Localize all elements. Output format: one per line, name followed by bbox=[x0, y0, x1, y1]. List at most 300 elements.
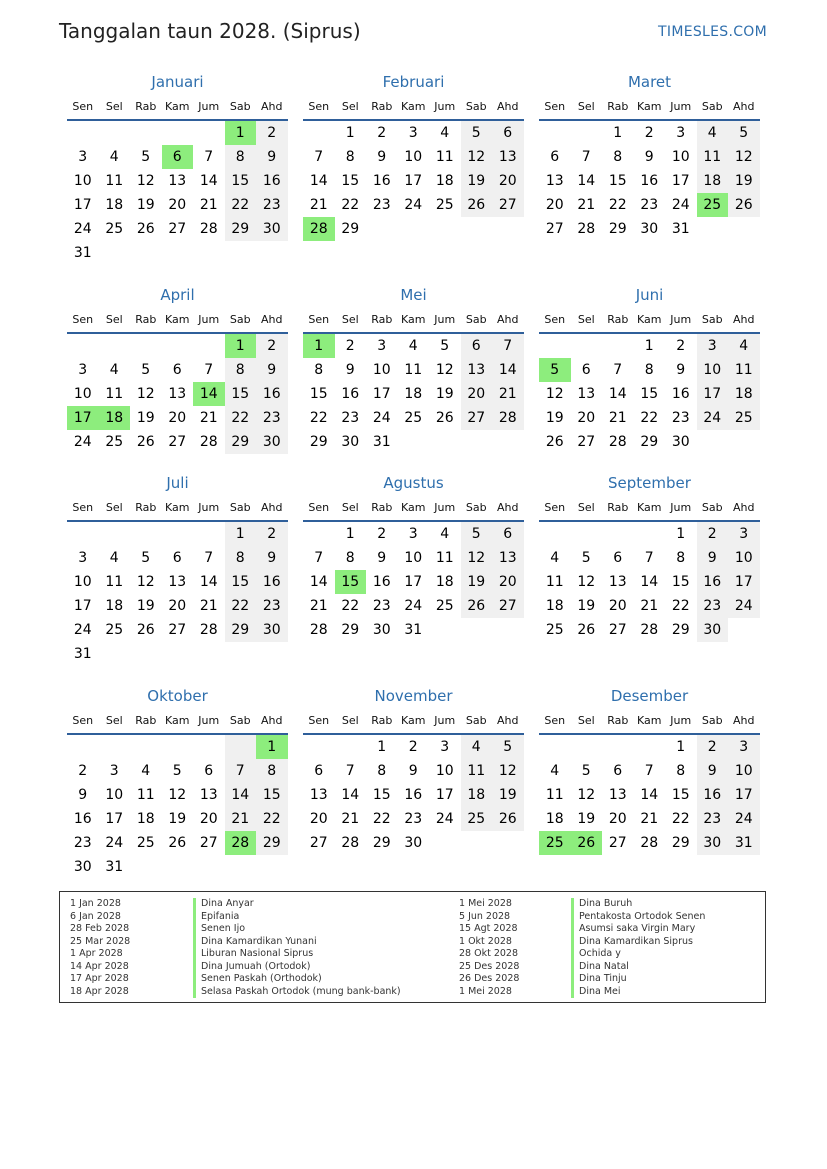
day-cell[interactable]: 27 bbox=[492, 193, 524, 217]
day-cell[interactable]: 28 bbox=[640, 835, 659, 851]
day-cell[interactable]: 28 bbox=[199, 622, 218, 638]
day-cell[interactable]: 19 bbox=[136, 598, 155, 614]
day-cell[interactable]: 6 bbox=[550, 149, 560, 165]
day-cell[interactable]: 24 bbox=[728, 807, 760, 831]
day-cell[interactable]: 8 bbox=[613, 149, 623, 165]
day-cell[interactable]: 31 bbox=[404, 622, 423, 638]
day-cell[interactable]: 7 bbox=[492, 334, 524, 358]
day-cell[interactable]: 25 bbox=[105, 434, 124, 450]
day-cell[interactable]: 9 bbox=[644, 149, 654, 165]
day-cell[interactable]: 12 bbox=[461, 546, 493, 570]
day-cell[interactable]: 5 bbox=[461, 522, 493, 546]
day-cell[interactable]: 21 bbox=[577, 197, 596, 213]
day-cell[interactable]: 1 bbox=[377, 739, 387, 755]
day-cell[interactable]: 11 bbox=[105, 574, 124, 590]
day-cell[interactable]: 23 bbox=[697, 807, 729, 831]
day-cell[interactable]: 15 bbox=[671, 574, 690, 590]
day-cell[interactable]: 16 bbox=[697, 783, 729, 807]
day-cell[interactable]: 21 bbox=[608, 410, 627, 426]
day-cell[interactable]: 30 bbox=[697, 831, 729, 855]
day-cell[interactable]: 6 bbox=[492, 121, 524, 145]
day-cell[interactable]: 28 bbox=[309, 622, 328, 638]
day-cell[interactable]: 28 bbox=[640, 622, 659, 638]
day-cell[interactable]: 27 bbox=[168, 434, 187, 450]
day-cell[interactable]: 19 bbox=[168, 811, 187, 827]
day-cell[interactable]: 16 bbox=[256, 169, 288, 193]
day-cell[interactable]: 19 bbox=[136, 410, 155, 426]
day-cell[interactable]: 13 bbox=[168, 574, 187, 590]
day-cell[interactable]: 24 bbox=[435, 811, 454, 827]
day-cell[interactable]: 5 bbox=[539, 358, 571, 382]
day-cell[interactable]: 1 bbox=[256, 735, 288, 759]
day-cell[interactable]: 22 bbox=[225, 406, 257, 430]
day-cell[interactable]: 20 bbox=[309, 811, 328, 827]
day-cell[interactable]: 12 bbox=[577, 574, 596, 590]
day-cell[interactable]: 14 bbox=[341, 787, 360, 803]
day-cell[interactable]: 29 bbox=[341, 221, 360, 237]
day-cell[interactable]: 3 bbox=[728, 522, 760, 546]
day-cell[interactable]: 12 bbox=[461, 145, 493, 169]
day-cell[interactable]: 3 bbox=[78, 550, 88, 566]
day-cell[interactable]: 8 bbox=[345, 149, 355, 165]
day-cell[interactable]: 14 bbox=[309, 574, 328, 590]
day-cell[interactable]: 26 bbox=[168, 835, 187, 851]
day-cell[interactable]: 26 bbox=[136, 434, 155, 450]
day-cell[interactable]: 25 bbox=[435, 598, 454, 614]
day-cell[interactable]: 29 bbox=[341, 622, 360, 638]
day-cell[interactable]: 9 bbox=[697, 546, 729, 570]
day-cell[interactable]: 16 bbox=[341, 386, 360, 402]
day-cell[interactable]: 16 bbox=[404, 787, 423, 803]
day-cell[interactable]: 25 bbox=[105, 221, 124, 237]
day-cell[interactable]: 30 bbox=[640, 221, 659, 237]
day-cell[interactable]: 17 bbox=[728, 783, 760, 807]
day-cell[interactable]: 29 bbox=[225, 430, 257, 454]
day-cell[interactable]: 15 bbox=[225, 169, 257, 193]
day-cell[interactable]: 7 bbox=[225, 759, 257, 783]
day-cell[interactable]: 19 bbox=[492, 783, 524, 807]
day-cell[interactable]: 2 bbox=[256, 334, 288, 358]
day-cell[interactable]: 23 bbox=[372, 197, 391, 213]
day-cell[interactable]: 17 bbox=[73, 197, 92, 213]
day-cell[interactable]: 18 bbox=[728, 382, 760, 406]
day-cell[interactable]: 8 bbox=[225, 546, 257, 570]
day-cell[interactable]: 28 bbox=[199, 221, 218, 237]
day-cell[interactable]: 30 bbox=[671, 434, 690, 450]
day-cell[interactable]: 3 bbox=[676, 125, 686, 141]
day-cell[interactable]: 31 bbox=[728, 831, 760, 855]
day-cell[interactable]: 5 bbox=[461, 121, 493, 145]
day-cell[interactable]: 6 bbox=[162, 145, 194, 169]
day-cell[interactable]: 10 bbox=[73, 173, 92, 189]
day-cell[interactable]: 20 bbox=[199, 811, 218, 827]
day-cell[interactable]: 23 bbox=[256, 406, 288, 430]
day-cell[interactable]: 12 bbox=[435, 362, 454, 378]
day-cell[interactable]: 30 bbox=[256, 430, 288, 454]
day-cell[interactable]: 25 bbox=[728, 406, 760, 430]
day-cell[interactable]: 7 bbox=[204, 149, 214, 165]
day-cell[interactable]: 27 bbox=[608, 622, 627, 638]
day-cell[interactable]: 27 bbox=[608, 835, 627, 851]
day-cell[interactable]: 14 bbox=[199, 173, 218, 189]
day-cell[interactable]: 16 bbox=[256, 570, 288, 594]
day-cell[interactable]: 19 bbox=[577, 811, 596, 827]
day-cell[interactable]: 21 bbox=[492, 382, 524, 406]
day-cell[interactable]: 10 bbox=[728, 759, 760, 783]
day-cell[interactable]: 9 bbox=[676, 362, 686, 378]
day-cell[interactable]: 31 bbox=[73, 646, 92, 662]
day-cell[interactable]: 9 bbox=[256, 358, 288, 382]
day-cell[interactable]: 11 bbox=[435, 149, 454, 165]
day-cell[interactable]: 12 bbox=[728, 145, 760, 169]
day-cell[interactable]: 28 bbox=[608, 434, 627, 450]
day-cell[interactable]: 8 bbox=[345, 550, 355, 566]
day-cell[interactable]: 4 bbox=[440, 526, 450, 542]
day-cell[interactable]: 4 bbox=[109, 362, 119, 378]
day-cell[interactable]: 6 bbox=[581, 362, 591, 378]
day-cell[interactable]: 2 bbox=[377, 125, 387, 141]
day-cell[interactable]: 2 bbox=[408, 739, 418, 755]
day-cell[interactable]: 13 bbox=[461, 358, 493, 382]
day-cell[interactable]: 30 bbox=[697, 618, 729, 642]
day-cell[interactable]: 7 bbox=[613, 362, 623, 378]
day-cell[interactable]: 4 bbox=[728, 334, 760, 358]
day-cell[interactable]: 7 bbox=[644, 550, 654, 566]
day-cell[interactable]: 22 bbox=[341, 197, 360, 213]
day-cell[interactable]: 7 bbox=[314, 550, 324, 566]
day-cell[interactable]: 18 bbox=[697, 169, 729, 193]
day-cell[interactable]: 24 bbox=[671, 197, 690, 213]
day-cell[interactable]: 6 bbox=[314, 763, 324, 779]
day-cell[interactable]: 17 bbox=[404, 173, 423, 189]
day-cell[interactable]: 17 bbox=[372, 386, 391, 402]
day-cell[interactable]: 19 bbox=[461, 169, 493, 193]
day-cell[interactable]: 10 bbox=[73, 386, 92, 402]
day-cell[interactable]: 2 bbox=[697, 522, 729, 546]
day-cell[interactable]: 10 bbox=[435, 763, 454, 779]
day-cell[interactable]: 3 bbox=[408, 526, 418, 542]
day-cell[interactable]: 4 bbox=[461, 735, 493, 759]
day-cell[interactable]: 3 bbox=[78, 362, 88, 378]
day-cell[interactable]: 17 bbox=[671, 173, 690, 189]
day-cell[interactable]: 19 bbox=[435, 386, 454, 402]
day-cell[interactable]: 8 bbox=[225, 358, 257, 382]
day-cell[interactable]: 18 bbox=[136, 811, 155, 827]
day-cell[interactable]: 5 bbox=[141, 362, 151, 378]
day-cell[interactable]: 17 bbox=[697, 382, 729, 406]
day-cell[interactable]: 23 bbox=[671, 410, 690, 426]
day-cell[interactable]: 5 bbox=[581, 550, 591, 566]
day-cell[interactable]: 15 bbox=[640, 386, 659, 402]
day-cell[interactable]: 15 bbox=[608, 173, 627, 189]
day-cell[interactable]: 8 bbox=[377, 763, 387, 779]
day-cell[interactable]: 17 bbox=[73, 598, 92, 614]
day-cell[interactable]: 26 bbox=[461, 193, 493, 217]
day-cell[interactable]: 5 bbox=[440, 338, 450, 354]
day-cell[interactable]: 22 bbox=[671, 811, 690, 827]
day-cell[interactable]: 3 bbox=[697, 334, 729, 358]
day-cell[interactable]: 12 bbox=[492, 759, 524, 783]
day-cell[interactable]: 21 bbox=[199, 598, 218, 614]
day-cell[interactable]: 14 bbox=[608, 386, 627, 402]
day-cell[interactable]: 31 bbox=[372, 434, 391, 450]
day-cell[interactable]: 28 bbox=[492, 406, 524, 430]
day-cell[interactable]: 20 bbox=[492, 169, 524, 193]
day-cell[interactable]: 11 bbox=[728, 358, 760, 382]
day-cell[interactable]: 7 bbox=[314, 149, 324, 165]
day-cell[interactable]: 15 bbox=[225, 382, 257, 406]
day-cell[interactable]: 23 bbox=[256, 594, 288, 618]
day-cell[interactable]: 29 bbox=[640, 434, 659, 450]
day-cell[interactable]: 1 bbox=[345, 526, 355, 542]
day-cell[interactable]: 10 bbox=[697, 358, 729, 382]
day-cell[interactable]: 3 bbox=[728, 735, 760, 759]
day-cell[interactable]: 1 bbox=[225, 334, 257, 358]
day-cell[interactable]: 8 bbox=[225, 145, 257, 169]
day-cell[interactable]: 3 bbox=[440, 739, 450, 755]
day-cell[interactable]: 17 bbox=[404, 574, 423, 590]
day-cell[interactable]: 9 bbox=[377, 149, 387, 165]
day-cell[interactable]: 23 bbox=[341, 410, 360, 426]
day-cell[interactable]: 8 bbox=[676, 763, 686, 779]
day-cell[interactable]: 20 bbox=[608, 811, 627, 827]
day-cell[interactable]: 11 bbox=[105, 173, 124, 189]
day-cell[interactable]: 24 bbox=[404, 197, 423, 213]
day-cell[interactable]: 15 bbox=[335, 570, 367, 594]
day-cell[interactable]: 22 bbox=[640, 410, 659, 426]
day-cell[interactable]: 29 bbox=[671, 622, 690, 638]
day-cell[interactable]: 3 bbox=[109, 763, 119, 779]
day-cell[interactable]: 15 bbox=[225, 570, 257, 594]
day-cell[interactable]: 30 bbox=[372, 622, 391, 638]
day-cell[interactable]: 11 bbox=[697, 145, 729, 169]
day-cell[interactable]: 28 bbox=[225, 831, 257, 855]
day-cell[interactable]: 12 bbox=[545, 386, 564, 402]
day-cell[interactable]: 5 bbox=[728, 121, 760, 145]
day-cell[interactable]: 11 bbox=[136, 787, 155, 803]
day-cell[interactable]: 14 bbox=[193, 382, 225, 406]
day-cell[interactable]: 14 bbox=[225, 783, 257, 807]
day-cell[interactable]: 14 bbox=[577, 173, 596, 189]
day-cell[interactable]: 20 bbox=[577, 410, 596, 426]
day-cell[interactable]: 16 bbox=[697, 570, 729, 594]
day-cell[interactable]: 4 bbox=[440, 125, 450, 141]
day-cell[interactable]: 21 bbox=[309, 197, 328, 213]
day-cell[interactable]: 28 bbox=[303, 217, 335, 241]
day-cell[interactable]: 29 bbox=[256, 831, 288, 855]
day-cell[interactable]: 25 bbox=[435, 197, 454, 213]
day-cell[interactable]: 20 bbox=[608, 598, 627, 614]
day-cell[interactable]: 25 bbox=[461, 807, 493, 831]
day-cell[interactable]: 22 bbox=[372, 811, 391, 827]
day-cell[interactable]: 25 bbox=[697, 193, 729, 217]
day-cell[interactable]: 13 bbox=[492, 546, 524, 570]
day-cell[interactable]: 13 bbox=[168, 173, 187, 189]
day-cell[interactable]: 1 bbox=[644, 338, 654, 354]
day-cell[interactable]: 22 bbox=[341, 598, 360, 614]
day-cell[interactable]: 22 bbox=[225, 594, 257, 618]
day-cell[interactable]: 17 bbox=[105, 811, 124, 827]
day-cell[interactable]: 21 bbox=[640, 598, 659, 614]
day-cell[interactable]: 26 bbox=[577, 622, 596, 638]
day-cell[interactable]: 12 bbox=[136, 173, 155, 189]
day-cell[interactable]: 9 bbox=[78, 787, 88, 803]
day-cell[interactable]: 14 bbox=[640, 574, 659, 590]
day-cell[interactable]: 31 bbox=[73, 245, 92, 261]
day-cell[interactable]: 7 bbox=[204, 550, 214, 566]
day-cell[interactable]: 25 bbox=[404, 410, 423, 426]
day-cell[interactable]: 14 bbox=[640, 787, 659, 803]
day-cell[interactable]: 6 bbox=[613, 550, 623, 566]
day-cell[interactable]: 25 bbox=[539, 831, 571, 855]
day-cell[interactable]: 24 bbox=[697, 406, 729, 430]
day-cell[interactable]: 5 bbox=[141, 149, 151, 165]
day-cell[interactable]: 22 bbox=[225, 193, 257, 217]
day-cell[interactable]: 13 bbox=[309, 787, 328, 803]
day-cell[interactable]: 23 bbox=[404, 811, 423, 827]
day-cell[interactable]: 23 bbox=[256, 193, 288, 217]
day-cell[interactable]: 11 bbox=[545, 787, 564, 803]
day-cell[interactable]: 23 bbox=[73, 835, 92, 851]
day-cell[interactable]: 24 bbox=[73, 221, 92, 237]
day-cell[interactable]: 20 bbox=[168, 598, 187, 614]
day-cell[interactable]: 3 bbox=[78, 149, 88, 165]
day-cell[interactable]: 1 bbox=[676, 739, 686, 755]
day-cell[interactable]: 14 bbox=[199, 574, 218, 590]
day-cell[interactable]: 21 bbox=[199, 410, 218, 426]
day-cell[interactable]: 19 bbox=[728, 169, 760, 193]
day-cell[interactable]: 4 bbox=[550, 763, 560, 779]
day-cell[interactable]: 19 bbox=[136, 197, 155, 213]
day-cell[interactable]: 27 bbox=[168, 622, 187, 638]
day-cell[interactable]: 13 bbox=[608, 787, 627, 803]
day-cell[interactable]: 9 bbox=[345, 362, 355, 378]
day-cell[interactable]: 13 bbox=[608, 574, 627, 590]
day-cell[interactable]: 5 bbox=[492, 735, 524, 759]
day-cell[interactable]: 19 bbox=[461, 570, 493, 594]
day-cell[interactable]: 18 bbox=[545, 811, 564, 827]
day-cell[interactable]: 9 bbox=[256, 145, 288, 169]
day-cell[interactable]: 22 bbox=[309, 410, 328, 426]
day-cell[interactable]: 29 bbox=[225, 217, 257, 241]
day-cell[interactable]: 6 bbox=[172, 362, 182, 378]
day-cell[interactable]: 23 bbox=[372, 598, 391, 614]
day-cell[interactable]: 6 bbox=[461, 334, 493, 358]
day-cell[interactable]: 10 bbox=[404, 149, 423, 165]
day-cell[interactable]: 7 bbox=[204, 362, 214, 378]
day-cell[interactable]: 16 bbox=[73, 811, 92, 827]
day-cell[interactable]: 20 bbox=[492, 570, 524, 594]
day-cell[interactable]: 30 bbox=[341, 434, 360, 450]
day-cell[interactable]: 9 bbox=[377, 550, 387, 566]
day-cell[interactable]: 13 bbox=[199, 787, 218, 803]
day-cell[interactable]: 9 bbox=[256, 546, 288, 570]
day-cell[interactable]: 16 bbox=[256, 382, 288, 406]
day-cell[interactable]: 11 bbox=[461, 759, 493, 783]
day-cell[interactable]: 31 bbox=[105, 859, 124, 875]
day-cell[interactable]: 1 bbox=[303, 334, 335, 358]
day-cell[interactable]: 4 bbox=[109, 149, 119, 165]
day-cell[interactable]: 19 bbox=[545, 410, 564, 426]
day-cell[interactable]: 13 bbox=[545, 173, 564, 189]
day-cell[interactable]: 24 bbox=[105, 835, 124, 851]
day-cell[interactable]: 24 bbox=[372, 410, 391, 426]
day-cell[interactable]: 8 bbox=[676, 550, 686, 566]
day-cell[interactable]: 16 bbox=[640, 173, 659, 189]
day-cell[interactable]: 29 bbox=[225, 618, 257, 642]
day-cell[interactable]: 9 bbox=[697, 759, 729, 783]
day-cell[interactable]: 3 bbox=[408, 125, 418, 141]
day-cell[interactable]: 20 bbox=[545, 197, 564, 213]
day-cell[interactable]: 29 bbox=[608, 221, 627, 237]
day-cell[interactable]: 6 bbox=[204, 763, 214, 779]
day-cell[interactable]: 21 bbox=[640, 811, 659, 827]
day-cell[interactable]: 3 bbox=[377, 338, 387, 354]
day-cell[interactable]: 22 bbox=[671, 598, 690, 614]
day-cell[interactable]: 27 bbox=[577, 434, 596, 450]
day-cell[interactable]: 2 bbox=[644, 125, 654, 141]
day-cell[interactable]: 26 bbox=[136, 622, 155, 638]
day-cell[interactable]: 5 bbox=[172, 763, 182, 779]
day-cell[interactable]: 29 bbox=[372, 835, 391, 851]
day-cell[interactable]: 18 bbox=[404, 386, 423, 402]
day-cell[interactable]: 11 bbox=[404, 362, 423, 378]
day-cell[interactable]: 5 bbox=[141, 550, 151, 566]
day-cell[interactable]: 15 bbox=[372, 787, 391, 803]
day-cell[interactable]: 24 bbox=[728, 594, 760, 618]
day-cell[interactable]: 2 bbox=[78, 763, 88, 779]
day-cell[interactable]: 18 bbox=[105, 598, 124, 614]
day-cell[interactable]: 1 bbox=[225, 121, 257, 145]
day-cell[interactable]: 31 bbox=[671, 221, 690, 237]
day-cell[interactable]: 13 bbox=[168, 386, 187, 402]
day-cell[interactable]: 6 bbox=[613, 763, 623, 779]
day-cell[interactable]: 20 bbox=[168, 197, 187, 213]
day-cell[interactable]: 26 bbox=[545, 434, 564, 450]
day-cell[interactable]: 14 bbox=[309, 173, 328, 189]
day-cell[interactable]: 25 bbox=[545, 622, 564, 638]
day-cell[interactable]: 7 bbox=[345, 763, 355, 779]
day-cell[interactable]: 30 bbox=[256, 217, 288, 241]
day-cell[interactable]: 20 bbox=[461, 382, 493, 406]
day-cell[interactable]: 30 bbox=[404, 835, 423, 851]
day-cell[interactable]: 2 bbox=[345, 338, 355, 354]
day-cell[interactable]: 29 bbox=[309, 434, 328, 450]
day-cell[interactable]: 22 bbox=[256, 807, 288, 831]
day-cell[interactable]: 30 bbox=[256, 618, 288, 642]
day-cell[interactable]: 5 bbox=[581, 763, 591, 779]
day-cell[interactable]: 9 bbox=[408, 763, 418, 779]
day-cell[interactable]: 14 bbox=[492, 358, 524, 382]
day-cell[interactable]: 27 bbox=[199, 835, 218, 851]
day-cell[interactable]: 16 bbox=[671, 386, 690, 402]
day-cell[interactable]: 4 bbox=[141, 763, 151, 779]
day-cell[interactable]: 1 bbox=[225, 522, 257, 546]
day-cell[interactable]: 2 bbox=[256, 522, 288, 546]
day-cell[interactable]: 27 bbox=[168, 221, 187, 237]
day-cell[interactable]: 1 bbox=[613, 125, 623, 141]
day-cell[interactable]: 24 bbox=[73, 622, 92, 638]
day-cell[interactable]: 21 bbox=[199, 197, 218, 213]
day-cell[interactable]: 27 bbox=[309, 835, 328, 851]
day-cell[interactable]: 26 bbox=[492, 807, 524, 831]
day-cell[interactable]: 15 bbox=[341, 173, 360, 189]
day-cell[interactable]: 17 bbox=[728, 570, 760, 594]
day-cell[interactable]: 1 bbox=[345, 125, 355, 141]
day-cell[interactable]: 12 bbox=[136, 386, 155, 402]
day-cell[interactable]: 16 bbox=[372, 173, 391, 189]
day-cell[interactable]: 24 bbox=[404, 598, 423, 614]
